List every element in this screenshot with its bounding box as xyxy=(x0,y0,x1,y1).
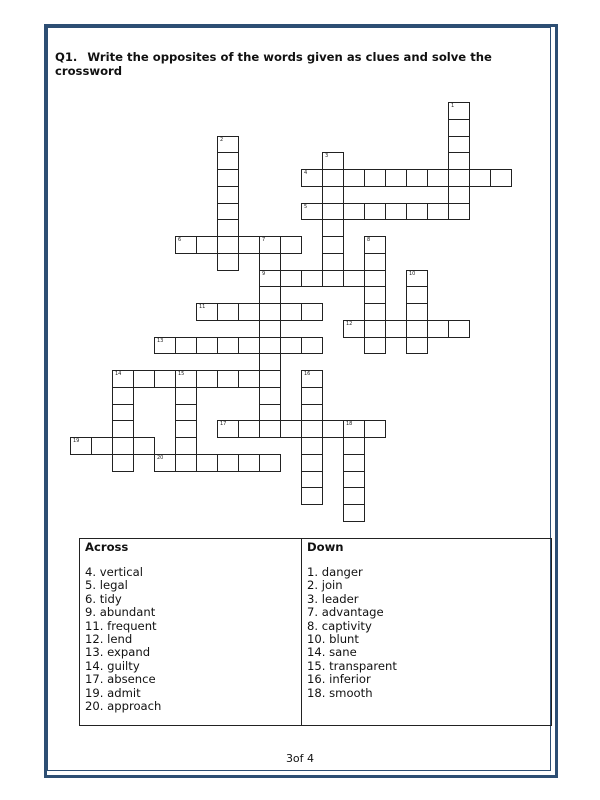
crossword-cell[interactable] xyxy=(154,337,176,355)
crossword-cell[interactable] xyxy=(301,270,323,288)
crossword-cell[interactable] xyxy=(364,236,386,254)
crossword-cell[interactable] xyxy=(196,236,218,254)
crossword-cell[interactable] xyxy=(301,387,323,405)
crossword-cell[interactable] xyxy=(259,404,281,422)
crossword-cell[interactable] xyxy=(301,370,323,388)
crossword-cell[interactable] xyxy=(364,286,386,304)
clue-item: 18. smooth xyxy=(307,685,373,700)
across-column xyxy=(85,539,161,713)
crossword-cell[interactable] xyxy=(259,353,281,371)
clue-item: 1. danger xyxy=(307,565,363,579)
crossword-cell[interactable] xyxy=(301,471,323,489)
crossword-cell[interactable] xyxy=(343,471,365,489)
crossword-cell[interactable] xyxy=(175,454,197,472)
crossword-cell[interactable] xyxy=(154,454,176,472)
crossword-cell[interactable] xyxy=(385,169,407,187)
clue-number: 3 xyxy=(325,153,329,160)
crossword-cell[interactable] xyxy=(427,169,449,187)
clue-item: 20. approach xyxy=(85,699,162,714)
question-number: Q1. xyxy=(55,50,78,64)
crossword-cell[interactable] xyxy=(448,102,470,120)
clue-item: 15. transparent xyxy=(307,658,397,673)
crossword-cell[interactable] xyxy=(322,270,344,288)
crossword-cell[interactable] xyxy=(343,487,365,505)
question-text: Write the opposites of the words given as clues and solve the crossword xyxy=(55,50,492,78)
page-number: 3of 4 xyxy=(285,752,315,765)
crossword-cell[interactable] xyxy=(343,169,365,187)
crossword-cell[interactable] xyxy=(427,203,449,221)
crossword-cell[interactable] xyxy=(343,203,365,221)
clue-number: 7 xyxy=(262,237,266,243)
crossword-cell[interactable] xyxy=(448,203,470,221)
crossword-cell[interactable] xyxy=(301,303,323,321)
crossword-cell[interactable] xyxy=(343,420,365,438)
crossword-cell[interactable] xyxy=(280,337,302,355)
crossword-cell[interactable] xyxy=(406,303,428,321)
clue-item: 12. lend xyxy=(85,632,133,647)
clue-number: 19 xyxy=(73,438,80,444)
crossword-cell[interactable] xyxy=(217,370,239,388)
crossword-cell[interactable] xyxy=(175,420,197,438)
crossword-cell[interactable] xyxy=(490,169,512,187)
crossword-cell[interactable] xyxy=(448,152,470,170)
crossword-cell[interactable] xyxy=(280,420,302,438)
clue-item: 2. join xyxy=(307,578,343,593)
clue-item: 6. tidy xyxy=(85,591,122,606)
crossword-cell[interactable] xyxy=(364,253,386,271)
crossword-cell[interactable] xyxy=(238,454,260,472)
clue-number: 16 xyxy=(304,371,311,377)
clue-number: 8 xyxy=(367,237,371,243)
crossword-cell[interactable] xyxy=(259,370,281,388)
clue-number: 13 xyxy=(157,337,164,344)
crossword-cell[interactable] xyxy=(259,286,281,304)
crossword-cell[interactable] xyxy=(406,203,428,221)
crossword-cell[interactable] xyxy=(217,169,239,187)
crossword-cell[interactable] xyxy=(322,152,344,170)
crossword-cell[interactable] xyxy=(448,320,470,338)
crossword-cell[interactable] xyxy=(259,420,281,438)
crossword-cell[interactable] xyxy=(322,203,344,221)
crossword-cell[interactable] xyxy=(217,186,239,204)
crossword-cell[interactable] xyxy=(217,303,239,321)
crossword-cell[interactable] xyxy=(259,387,281,405)
crossword-cell[interactable] xyxy=(406,320,428,338)
crossword-cell[interactable] xyxy=(469,169,491,187)
crossword-cell[interactable] xyxy=(154,370,176,388)
crossword-cell[interactable] xyxy=(217,454,239,472)
crossword-cell[interactable] xyxy=(112,454,134,472)
clue-number: 12 xyxy=(346,320,353,327)
clue-number: 17 xyxy=(220,421,227,428)
crossword-cell[interactable] xyxy=(322,219,344,237)
crossword-cell[interactable] xyxy=(280,236,302,254)
crossword-cell[interactable] xyxy=(259,337,281,355)
clue-number: 9 xyxy=(262,270,266,277)
crossword-cell[interactable] xyxy=(385,203,407,221)
clue-number: 20 xyxy=(157,454,164,461)
crossword-cell[interactable] xyxy=(238,370,260,388)
crossword-cell[interactable] xyxy=(133,370,155,388)
crossword-cell[interactable] xyxy=(91,437,113,455)
across-title: Across xyxy=(85,540,129,554)
crossword-cell[interactable] xyxy=(343,270,365,288)
crossword-cell[interactable] xyxy=(217,253,239,271)
crossword-cell[interactable] xyxy=(427,320,449,338)
crossword-cell[interactable] xyxy=(217,420,239,438)
crossword-cell[interactable] xyxy=(364,203,386,221)
crossword-cell[interactable] xyxy=(322,253,344,271)
crossword-cell[interactable] xyxy=(196,337,218,355)
clue-number: 10 xyxy=(409,270,416,277)
crossword-cell[interactable] xyxy=(238,303,260,321)
crossword-cell[interactable] xyxy=(259,236,281,254)
crossword-cell[interactable] xyxy=(364,420,386,438)
clue-number: 14 xyxy=(115,371,122,377)
crossword-cell[interactable] xyxy=(196,454,218,472)
crossword-cell[interactable] xyxy=(301,337,323,355)
crossword-cell[interactable] xyxy=(322,169,344,187)
clue-number: 1 xyxy=(451,103,455,109)
crossword-cell[interactable] xyxy=(364,270,386,288)
crossword-cell[interactable] xyxy=(322,420,344,438)
clue-number: 18 xyxy=(346,421,353,428)
crossword-cell[interactable] xyxy=(70,437,92,455)
crossword-cell[interactable] xyxy=(301,404,323,422)
clue-number: 2 xyxy=(220,136,224,143)
crossword-cell[interactable] xyxy=(364,169,386,187)
crossword-cell[interactable] xyxy=(238,420,260,438)
crossword-cell[interactable] xyxy=(322,186,344,204)
crossword-cell[interactable] xyxy=(112,387,134,405)
crossword-cell[interactable] xyxy=(406,337,428,355)
down-clue-list xyxy=(307,566,397,700)
crossword-cell[interactable] xyxy=(259,253,281,271)
clue-item: 17. absence xyxy=(85,672,156,687)
crossword-cell[interactable] xyxy=(175,337,197,355)
crossword-cell[interactable] xyxy=(301,420,323,438)
clue-item: 16. inferior xyxy=(307,672,371,687)
crossword-cell[interactable] xyxy=(196,303,218,321)
crossword-cell[interactable] xyxy=(238,337,260,355)
clue-number: 4 xyxy=(304,170,308,176)
clue-item: 11. frequent xyxy=(85,618,157,633)
crossword-cell[interactable] xyxy=(364,320,386,338)
clue-item: 13. expand xyxy=(85,645,151,660)
crossword-cell[interactable] xyxy=(343,454,365,472)
crossword-cell[interactable] xyxy=(280,270,302,288)
clue-item: 9. abundant xyxy=(85,605,156,620)
crossword-cell[interactable] xyxy=(112,437,134,455)
clue-item: 14. guilty xyxy=(85,658,140,673)
crossword-cell[interactable] xyxy=(217,203,239,221)
clue-number: 6 xyxy=(178,237,182,243)
clue-item: 7. advantage xyxy=(307,605,384,620)
down-column xyxy=(307,539,397,700)
crossword-cell[interactable] xyxy=(112,370,134,388)
crossword-cell[interactable] xyxy=(217,136,239,154)
clue-item: 5. legal xyxy=(85,578,128,593)
crossword-cell[interactable] xyxy=(301,487,323,505)
crossword-cell[interactable] xyxy=(280,303,302,321)
crossword-cell[interactable] xyxy=(238,236,260,254)
crossword-cell[interactable] xyxy=(175,437,197,455)
crossword-cell[interactable] xyxy=(448,119,470,137)
crossword-cell[interactable] xyxy=(175,404,197,422)
clue-number: 15 xyxy=(178,371,185,377)
crossword-cell[interactable] xyxy=(259,454,281,472)
crossword-cell[interactable] xyxy=(343,504,365,522)
crossword-cell[interactable] xyxy=(301,437,323,455)
crossword-cell[interactable] xyxy=(259,320,281,338)
clue-number: 11 xyxy=(199,304,206,310)
clues-divider xyxy=(301,539,302,725)
down-title: Down xyxy=(307,540,344,554)
clue-item: 10. blunt xyxy=(307,632,359,647)
crossword-cell[interactable] xyxy=(301,169,323,187)
crossword-cell[interactable] xyxy=(322,236,344,254)
crossword-cell[interactable] xyxy=(217,152,239,170)
crossword-cell[interactable] xyxy=(217,219,239,237)
crossword-cell[interactable] xyxy=(301,203,323,221)
crossword-cell[interactable] xyxy=(406,169,428,187)
crossword-cell[interactable] xyxy=(364,337,386,355)
crossword-cell[interactable] xyxy=(448,186,470,204)
crossword-cell[interactable] xyxy=(343,320,365,338)
crossword-cell[interactable] xyxy=(175,387,197,405)
crossword-cell[interactable] xyxy=(217,236,239,254)
crossword-cell[interactable] xyxy=(343,437,365,455)
crossword-cell[interactable] xyxy=(364,303,386,321)
clue-number: 5 xyxy=(304,203,308,210)
clue-item: 14. sane xyxy=(307,645,357,660)
crossword-cell[interactable] xyxy=(112,420,134,438)
clue-item: 4. vertical xyxy=(85,565,143,579)
across-clue-list xyxy=(85,566,161,713)
crossword-cell[interactable] xyxy=(259,270,281,288)
crossword-cell[interactable] xyxy=(112,404,134,422)
crossword-cell[interactable] xyxy=(133,437,155,455)
crossword-cell[interactable] xyxy=(406,286,428,304)
crossword-cell[interactable] xyxy=(259,303,281,321)
crossword-cell[interactable] xyxy=(448,169,470,187)
clue-item: 3. leader xyxy=(307,591,359,606)
crossword-cell[interactable] xyxy=(196,370,218,388)
clues-table xyxy=(79,538,552,726)
clue-item: 19. admit xyxy=(85,685,141,700)
crossword-cell[interactable] xyxy=(406,270,428,288)
crossword-cell[interactable] xyxy=(217,337,239,355)
crossword-cell[interactable] xyxy=(301,454,323,472)
crossword-cell[interactable] xyxy=(175,236,197,254)
crossword-cell[interactable] xyxy=(385,320,407,338)
clue-item: 8. captivity xyxy=(307,618,372,633)
crossword-cell[interactable] xyxy=(175,370,197,388)
crossword-cell[interactable] xyxy=(448,136,470,154)
